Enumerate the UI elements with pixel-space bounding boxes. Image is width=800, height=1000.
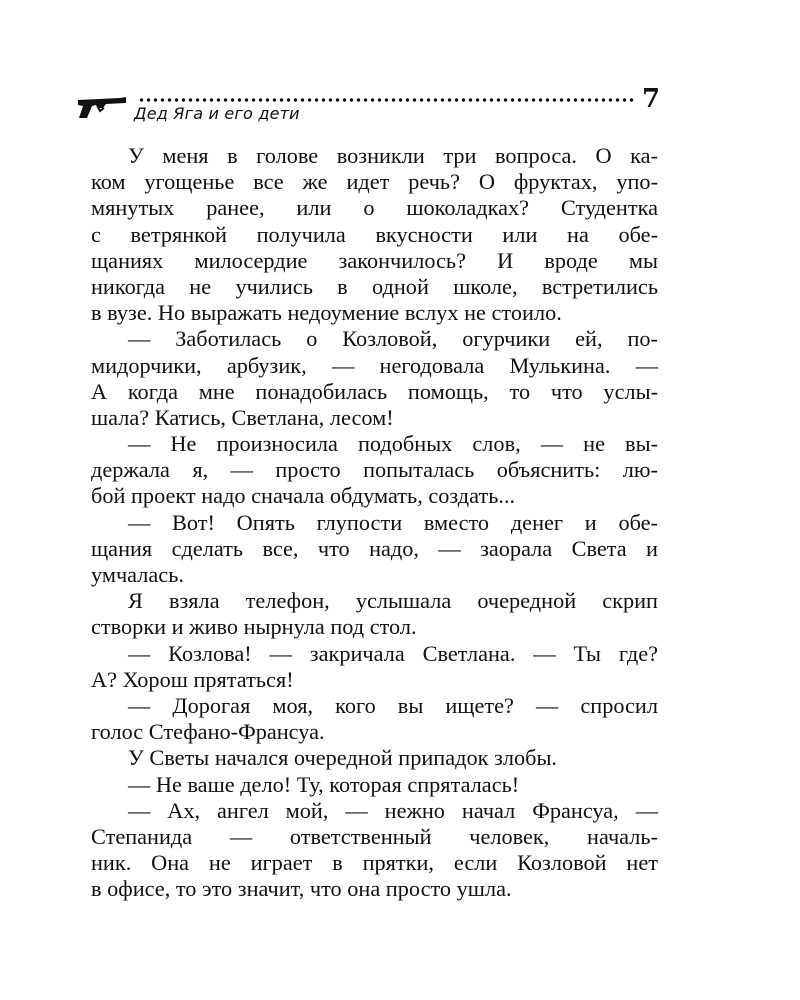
text-line: — Заботилась о Козловой, огурчики ей, по-	[128, 326, 658, 352]
text-line: У Светы начался очередной припадок злобы.	[128, 745, 558, 771]
text-line: Я взяла телефон, услышала очередной скрип	[128, 588, 658, 614]
text-line: в офисе, то это значит, что она просто ушла.	[91, 876, 512, 902]
text-line: — Вот! Опять глупости вместо денег и обе-	[128, 509, 658, 535]
text-line: А когда мне понадобилась помощь, то что услы-	[91, 378, 658, 404]
pistol-icon	[76, 94, 128, 120]
text-line: щания сделать все, что надо, — заорала Света и	[91, 535, 658, 561]
text-line: ком угощенье все же идет речь? О фруктах, упо-	[91, 169, 658, 195]
body-text	[91, 143, 658, 902]
text-line: мянутых ранее, или о шоколадках? Студентка	[91, 195, 658, 221]
text-line: — Не произносила подобных слов, — не вы-	[128, 431, 658, 457]
text-line: никогда не учились в одной школе, встретились	[91, 273, 658, 299]
text-line: У меня в голове возникли три вопроса. О ка-	[128, 143, 658, 168]
text-line: умчалась.	[91, 562, 184, 587]
text-line: А? Хорош прятаться!	[91, 666, 294, 692]
text-line: бой проект надо сначала обдумать, создать...	[91, 483, 516, 509]
text-line: — Ах, ангел мой, — нежно начал Франсуа, —	[128, 797, 658, 823]
text-line: створки и живо нырнула под стол.	[91, 614, 417, 640]
text-line: Степанида — ответственный человек, началь-	[91, 823, 658, 849]
text-line: — Не ваше дело! Ту, которая спряталась!	[128, 771, 520, 797]
text-line: мидорчики, арбузик, — негодовала Мулькина. —	[91, 352, 658, 378]
text-line: — Дорогая моя, кого вы ищете? — спросил	[128, 692, 658, 718]
text-line: ник. Она не играет в прятки, если Козловой нет	[91, 850, 658, 876]
page-header	[76, 84, 666, 130]
text-line: щаниях милосердие закончилось? И вроде мы	[91, 247, 658, 273]
running-title: Дед Яга и его дети	[134, 104, 300, 123]
text-line: шала? Катись, Светлана, лесом!	[91, 404, 394, 430]
text-line: в вузе. Но выражать недоумение вслух не стоило.	[91, 300, 562, 326]
text-line: с ветрянкой получила вкусности или на обе-	[91, 221, 658, 247]
header-dotted-rule	[138, 97, 634, 103]
text-line: держала я, — просто попыталась объяснить: лю-	[91, 457, 658, 483]
text-line: — Козлова! — закричала Светлана. — Ты где?	[128, 640, 658, 666]
text-line: голос Стефано-Франсуа.	[91, 719, 325, 745]
page-number: 7	[642, 84, 661, 114]
